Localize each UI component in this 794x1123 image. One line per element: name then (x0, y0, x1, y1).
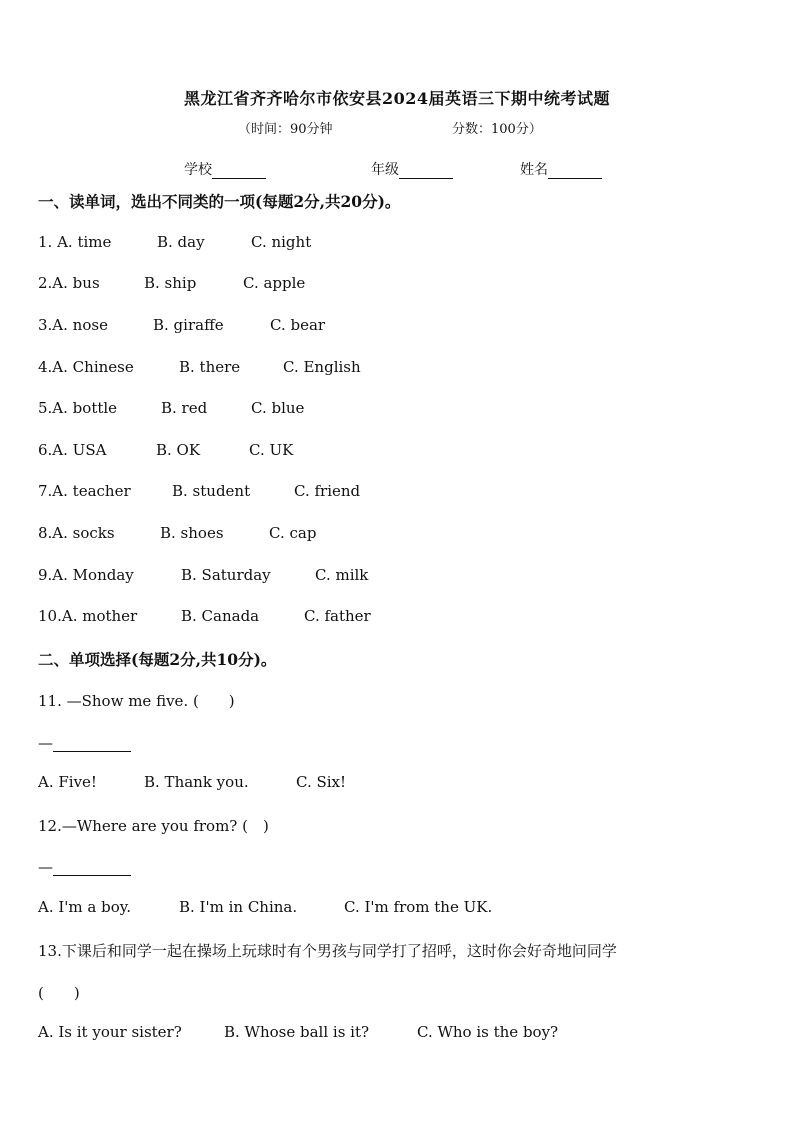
option-a: 1. A. time (38, 233, 112, 251)
name-blank[interactable] (548, 164, 602, 179)
option-a: 3.A. nose (38, 316, 108, 334)
name-field[interactable] (520, 159, 602, 179)
option-a[interactable]: A. Is it your sister? (38, 1023, 182, 1041)
option-b: B. Canada (181, 607, 260, 625)
option-c[interactable]: C. Six! (296, 773, 347, 791)
question-11-prompt: 11. —Show me five. ( ) (38, 692, 235, 710)
option-b: B. OK (156, 441, 201, 459)
school-label: 学校 (184, 162, 212, 178)
answer-line[interactable] (38, 734, 131, 752)
exam-title: 黑龙江省齐齐哈尔市依安县2024届英语三下期中统考试题 (183, 89, 611, 108)
option-b: B. shoes (160, 524, 224, 542)
school-field[interactable] (184, 159, 266, 179)
option-b: B. there (179, 358, 241, 376)
option-a: 10.A. mother (38, 607, 138, 625)
option-c[interactable]: C. I'm from the UK. (344, 898, 493, 916)
option-c: C. bear (270, 316, 326, 334)
option-c: C. night (251, 233, 312, 251)
answer-line[interactable] (38, 858, 131, 876)
option-c: C. milk (315, 566, 369, 584)
option-a: 8.A. socks (38, 524, 115, 542)
exam-score: 分数：100分） (452, 122, 542, 137)
option-a: 9.A. Monday (38, 566, 134, 584)
option-c: C. father (304, 607, 371, 625)
option-a: 4.A. Chinese (38, 358, 134, 376)
grade-blank[interactable] (399, 164, 453, 179)
option-c[interactable]: C. Who is the boy? (417, 1023, 559, 1041)
option-a: 6.A. USA (38, 441, 107, 459)
option-c: C. blue (251, 399, 305, 417)
option-b[interactable]: B. Thank you. (144, 773, 249, 791)
option-b: B. day (157, 233, 205, 251)
option-b: B. ship (144, 274, 197, 292)
section-1-heading: 一、读单词，选出不同类的一项(每题2分,共20分)。 (38, 192, 401, 211)
option-c: C. English (283, 358, 361, 376)
option-b: B. Saturday (181, 566, 271, 584)
option-a: 2.A. bus (38, 274, 100, 292)
grade-field[interactable] (371, 159, 453, 179)
answer-dash: — (38, 734, 53, 752)
option-b: B. red (161, 399, 208, 417)
option-a: 5.A. bottle (38, 399, 118, 417)
answer-blank[interactable] (53, 859, 131, 876)
option-b: B. student (172, 482, 251, 500)
option-a[interactable]: A. I'm a boy. (38, 898, 132, 916)
option-a[interactable]: A. Five! (38, 773, 97, 791)
option-c: C. apple (243, 274, 306, 292)
option-c: C. cap (269, 524, 317, 542)
question-12-prompt: 12.—Where are you from? ( ) (38, 817, 269, 835)
option-b: B. giraffe (153, 316, 224, 334)
question-13-prompt: 13.下课后和同学一起在操场上玩球时有个男孩与同学打了招呼，这时你会好奇地问同学 (38, 942, 617, 960)
answer-dash: — (38, 858, 53, 876)
option-c: C. UK (249, 441, 294, 459)
school-blank[interactable] (212, 164, 266, 179)
grade-label: 年级 (371, 162, 399, 178)
answer-blank[interactable] (53, 735, 131, 752)
name-label: 姓名 (520, 162, 548, 178)
option-b[interactable]: B. Whose ball is it? (224, 1023, 370, 1041)
option-a: 7.A. teacher (38, 482, 131, 500)
option-b[interactable]: B. I'm in China. (179, 898, 298, 916)
section-2-heading: 二、单项选择(每题2分,共10分)。 (38, 650, 277, 669)
option-c: C. friend (294, 482, 361, 500)
exam-time: （时间：90分钟 (238, 122, 333, 137)
answer-paren[interactable]: ( ) (38, 984, 80, 1002)
